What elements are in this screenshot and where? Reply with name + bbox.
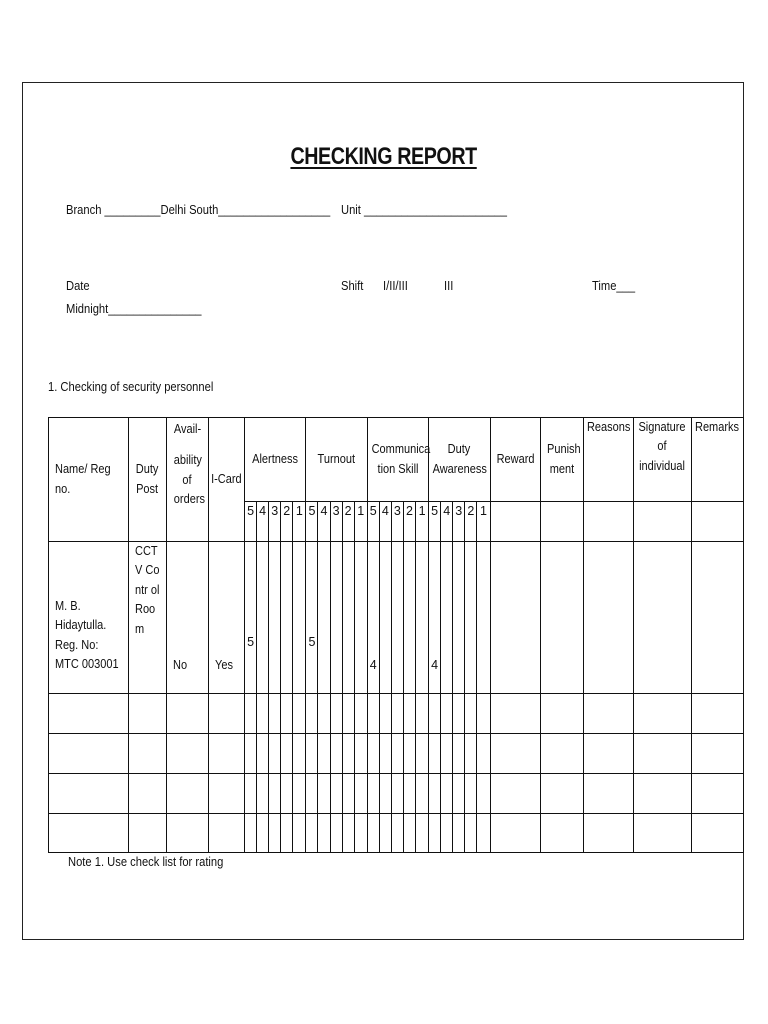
blank-cell: [166, 774, 208, 814]
blank-cell: [129, 774, 166, 814]
blank-cell: [166, 814, 208, 853]
blank-cell: [49, 694, 129, 734]
rating-3: 3: [330, 502, 342, 542]
blank-cell: [269, 542, 281, 694]
table-row: [49, 694, 744, 734]
blank-cell: [166, 694, 208, 734]
report-title-wrap: [0, 143, 768, 171]
blank-cell: [691, 542, 743, 694]
section-title: 1. Checking of security personnel: [48, 379, 214, 394]
rating-3: 3: [269, 502, 281, 542]
blank-cell: [166, 734, 208, 774]
blank-cell: [208, 694, 244, 734]
blank-cell: [49, 774, 129, 814]
rating-1: 1: [293, 502, 306, 542]
unit-field: Unit _______________________: [341, 202, 508, 217]
branch-field: Branch _________Delhi South__________________: [66, 202, 331, 217]
rating-5: 5: [367, 502, 379, 542]
blank-cell: [540, 502, 583, 542]
rating-2: 2: [281, 502, 293, 542]
col-turnout-header: Turnout: [306, 418, 367, 502]
row-name-cell: M. B. Hidaytulla. Reg. No: MTC 003001: [49, 542, 129, 694]
rating-2: 2: [403, 502, 415, 542]
blank-cell: [379, 542, 391, 694]
col-icard-header: I-Card: [208, 418, 244, 542]
col-availability-header: Avail- ability of orders: [166, 418, 208, 542]
col-alertness-header: Alertness: [245, 418, 306, 502]
blank-cell: [208, 774, 244, 814]
col-duty-awareness-header: Duty Awareness: [429, 418, 490, 502]
row-alertness-rating: 5: [245, 542, 257, 694]
table-row: [49, 542, 744, 694]
checking-table: [48, 417, 744, 853]
blank-cell: [540, 542, 583, 694]
row-duty-awareness-rating: 4: [429, 542, 441, 694]
row-communication-rating: 4: [367, 542, 379, 694]
blank-cell: [391, 542, 403, 694]
blank-cell: [49, 734, 129, 774]
blank-cell: [490, 502, 540, 542]
blank-cell: [342, 542, 354, 694]
rating-1: 1: [416, 502, 429, 542]
blank-cell: [584, 502, 634, 542]
blank-cell: [281, 542, 293, 694]
blank-cell: [129, 814, 166, 853]
rating-3: 3: [453, 502, 465, 542]
rating-1: 1: [354, 502, 367, 542]
blank-cell: [490, 542, 540, 694]
blank-cell: [403, 542, 415, 694]
rating-5: 5: [429, 502, 441, 542]
blank-cell: [330, 542, 342, 694]
rating-4: 4: [441, 502, 453, 542]
shift-options: I/II/III: [383, 278, 408, 293]
midnight-field: Midnight_______________: [66, 301, 202, 316]
report-title: CHECKING REPORT: [290, 143, 478, 170]
col-punishment-header: Punish ment: [540, 418, 583, 502]
col-communication-header: Communica tion Skill: [367, 418, 428, 502]
blank-cell: [293, 542, 306, 694]
rating-5: 5: [245, 502, 257, 542]
rating-1: 1: [477, 502, 490, 542]
blank-cell: [634, 542, 691, 694]
col-remarks-header: Remarks: [691, 418, 743, 502]
blank-cell: [416, 542, 429, 694]
row-duty-post-cell: CCT V Contr ol Roo m: [129, 542, 166, 694]
rating-5: 5: [306, 502, 318, 542]
blank-cell: [634, 502, 691, 542]
blank-cell: [129, 734, 166, 774]
blank-cell: [584, 542, 634, 694]
col-reasons-header: Reasons: [584, 418, 634, 502]
time-field: Time___: [592, 278, 636, 293]
rating-4: 4: [318, 502, 330, 542]
table-row: [49, 814, 744, 853]
shift-label: Shift: [341, 278, 364, 293]
row-availability-cell: No: [166, 542, 208, 694]
header-row: [49, 418, 744, 502]
blank-cell: [441, 542, 453, 694]
shift-value: III: [444, 278, 454, 293]
blank-cell: [208, 734, 244, 774]
rating-3: 3: [391, 502, 403, 542]
rating-4: 4: [379, 502, 391, 542]
blank-cell: [453, 542, 465, 694]
table-row: [49, 774, 744, 814]
blank-cell: [477, 542, 490, 694]
blank-cell: [465, 542, 477, 694]
rating-2: 2: [342, 502, 354, 542]
rating-4: 4: [257, 502, 269, 542]
blank-cell: [354, 542, 367, 694]
date-label: Date: [66, 278, 90, 293]
blank-cell: [691, 502, 743, 542]
col-reward-header: Reward: [490, 418, 540, 502]
col-name-header: Name/ Reg no.: [49, 418, 129, 542]
blank-cell: [318, 542, 330, 694]
col-signature-header: Signature of individual: [634, 418, 691, 502]
col-duty-post-header: Duty Post: [129, 418, 166, 542]
blank-cell: [49, 814, 129, 853]
rating-note: Note 1. Use check list for rating: [68, 854, 224, 869]
row-turnout-rating: 5: [306, 542, 318, 694]
blank-cell: [257, 542, 269, 694]
blank-cell: [129, 694, 166, 734]
rating-2: 2: [465, 502, 477, 542]
row-icard-cell: Yes: [208, 542, 244, 694]
blank-cell: [208, 814, 244, 853]
table-row: [49, 734, 744, 774]
